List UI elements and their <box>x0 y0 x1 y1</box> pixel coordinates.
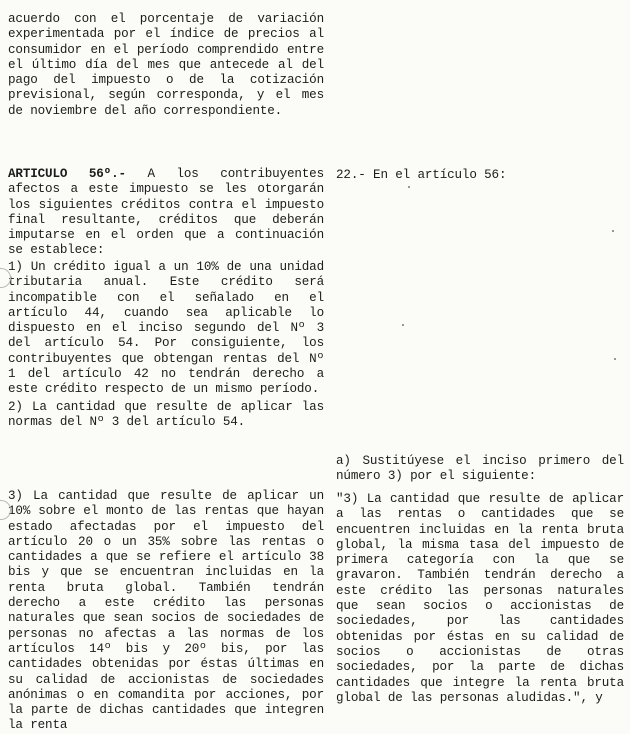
scan-speck <box>612 230 614 232</box>
item-1-text: 1) Un crédito igual a un 10% de una unidad tributaria anual. Este crédito será incompatible con el señalado en el artículo 44, cuando sea aplicable lo dispuesto en el inciso segundo del Nº 3 del artículo 54. Por consiguiente, los contribuyentes que obtengan rentas del Nº 1 del artículo 42 no tendrán derecho a este crédito respecto de un mismo período. <box>8 260 324 397</box>
item-1-paragraph <box>8 260 324 398</box>
scan-speck <box>408 186 410 188</box>
note-22-paragraph <box>336 168 624 183</box>
note-a-text: a) Sustitúyese el inciso primero del número 3) por el siguiente: <box>336 454 624 484</box>
note-22-text: 22.- En el artículo 56: <box>336 168 507 182</box>
item-2-paragraph <box>8 400 324 431</box>
item-3-paragraph <box>8 489 324 734</box>
note-a-paragraph <box>336 454 624 485</box>
quote-paragraph <box>336 492 624 706</box>
scan-speck <box>402 324 404 326</box>
article-body: A los contribuyentes afectos a este impuesto se les otorgarán los siguientes créditos contra el impuesto final resultante, créditos que deberán imputarse en el orden que a continuación se establece: <box>8 167 324 258</box>
article-56-paragraph <box>8 167 324 259</box>
article-56-text <box>8 167 324 259</box>
quote-text: "3) La cantidad que resulte de aplicar a las rentas o cantidades que se encuentren incluidas en la renta bruta global, la misma tasa del impuesto de primera categoría con la que se gravaron. También tendrán derecho a este crédito las personas naturales que sean socios o accionistas de sociedades, por las cantidades obtenidas por éstas en su calidad de socios o accionistas de otras sociedades, por la parte de dichas cantidades que integre la renta bruta global de las personas aludidas.", y <box>336 492 624 705</box>
item-3-text: 3) La cantidad que resulte de aplicar un 10% sobre el monto de las rentas que hayan estado afectadas por el impuesto del artículo 20 o un 35% sobre las rentas o cantidades a que se refiere el artículo 38 bis y que se encuentran incluidas en la renta bruta global. También tendrán derecho a este crédito las personas naturales que sean socios de sociedades de personas no afectas a las normas de los artículos 14º bis y 20º bis, por las cantidades obtenidas por éstas últimas en su calidad de accionistas de sociedades anónimas o en comandita por acciones, por la parte de dichas cantidades que integren la renta <box>8 489 324 733</box>
intro-paragraph <box>8 12 324 119</box>
scan-speck <box>614 358 616 360</box>
article-heading: ARTICULO 56º.- <box>8 167 126 181</box>
intro-text: acuerdo con el porcentaje de variación experimentada por el índice de precios al consumidor en el período comprendido entre el último día del mes que antecede al del pago del impuesto o de la cotización previsional, según corresponda, y el mes de noviembre del año correspondiente. <box>8 12 324 118</box>
item-2-text: 2) La cantidad que resulte de aplicar las normas del Nº 3 del artículo 54. <box>8 400 324 430</box>
